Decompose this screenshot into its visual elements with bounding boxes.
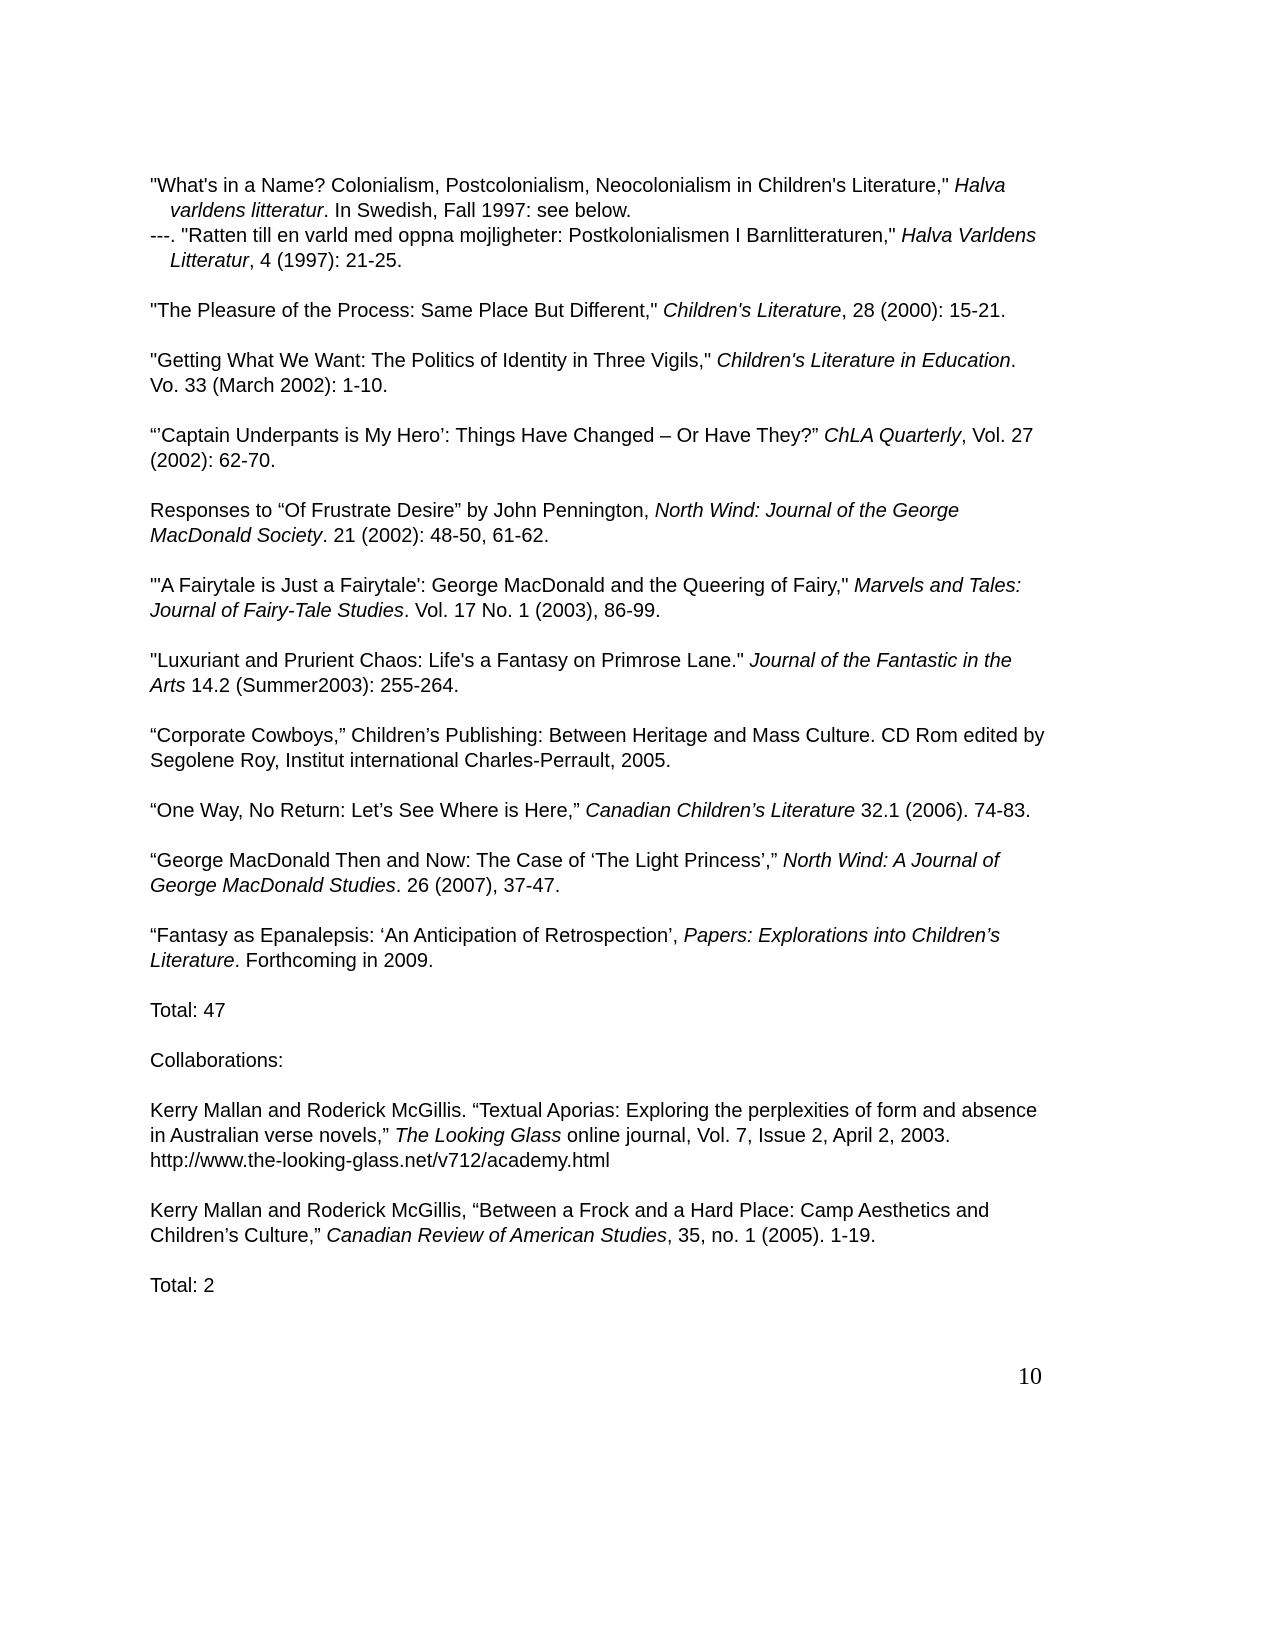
entry-text: ---. "Ratten till en varld med oppna mojligheter: Postkolonialismen I Barnlitteraturen," [150,225,902,247]
bibliography-entry [150,649,1050,699]
entry-text: "Getting What We Want: The Politics of Identity in Three Vigils," [150,350,717,372]
entry-text: “’Captain Underpants is My Hero’: Things Have Changed – Or Have They?” [150,425,825,447]
entry-text: Kerry Mallan and Roderick McGillis. “Textual Aporias: Exploring the perplexities of form and absence in Australian verse novels,” [150,1100,1038,1147]
entry-journal-title: Papers: Explorations into Children’s Literature [150,925,1001,972]
bibliography-entry [150,924,1050,974]
entry-text: Kerry Mallan and Roderick McGillis, “Between a Frock and a Hard Place: Camp Aesthetics and Children’s Culture,” [150,1200,990,1247]
bibliography-entry [150,424,1050,474]
entry-text: "What's in a Name? Colonialism, Postcolonialism, Neocolonialism in Children's Literature," [150,175,955,197]
bibliography-entry [150,574,1050,624]
entry-citation: , Vol. 27 (2002): 62-70. [150,425,1034,472]
entry-text: "'A Fairytale is Just a Fairytale': George MacDonald and the Queering of Fairy," [150,575,855,597]
entry-citation: . Forthcoming in 2009. [234,950,434,972]
entry-journal-title: ChLA Quarterly [824,425,962,447]
entry-citation: , 4 (1997): 21-25. [248,250,403,272]
entry-citation: . Vo. 33 (March 2002): 1-10. [150,350,1017,397]
bibliography-entry [150,349,1050,399]
bibliography-entry [150,849,1050,899]
bibliography-entry [150,174,1050,224]
entry-journal-title: The Looking Glass [394,1125,562,1147]
bibliography-entry [150,224,1050,274]
bibliography-entry [150,299,1050,324]
total-collaborations: Total: 2 [150,1275,215,1297]
entry-journal-title: Halva varldens litteratur [170,175,1006,222]
page-number: 10 [1018,1364,1042,1390]
collaboration-entry [150,1199,1050,1249]
entry-citation: . 26 (2007), 37-47. [395,875,561,897]
bibliography-body [150,174,1050,1324]
entry-text: “Corporate Cowboys,” Children’s Publishing: Between Heritage and Mass Culture. CD Rom edited by Segolene Roy, Institut international Charles-Perrault, 2005. [150,725,1045,772]
entry-citation: online journal, Vol. 7, Issue 2, April 2, 2003. http://www.the-looking-glass.net/v712/academy.html [150,1125,951,1172]
entry-citation: , 28 (2000): 15-21. [841,300,1006,322]
entry-journal-title: Journal of the Fantastic in the Arts [150,650,1012,697]
entry-journal-title: Children's Literature in Education [716,350,1011,372]
entry-journal-title: Canadian Children’s Literature [585,800,856,822]
total-articles: Total: 47 [150,1000,226,1022]
entry-text: “George MacDonald Then and Now: The Case of ‘The Light Princess’,” [150,850,783,872]
entry-journal-title: North Wind: A Journal of George MacDonald Studies [150,850,1000,897]
collaboration-entry [150,1099,1050,1174]
entry-journal-title: Children's Literature [662,300,842,322]
entry-citation: . Vol. 17 No. 1 (2003), 86-99. [403,600,661,622]
bibliography-entry [150,799,1050,824]
entry-text: “One Way, No Return: Let’s See Where is Here,” [150,800,586,822]
entry-journal-title: North Wind: Journal of the George MacDonald Society [150,500,960,547]
entry-journal-title: Halva Varldens Litteratur [170,225,1037,272]
entry-journal-title: Canadian Review of American Studies [326,1225,667,1247]
bibliography-entry [150,724,1050,774]
entry-text: "Luxuriant and Prurient Chaos: Life's a Fantasy on Primrose Lane." [150,650,750,672]
entry-citation: . 21 (2002): 48-50, 61-62. [322,525,550,547]
entry-text: Responses to “Of Frustrate Desire” by John Pennington, [150,500,655,522]
bibliography-entry [150,499,1050,549]
entry-citation: 14.2 (Summer2003): 255-264. [185,675,460,697]
collaborations-heading: Collaborations: [150,1050,284,1072]
entry-text: “Fantasy as Epanalepsis: ‘An Anticipation of Retrospection’, [150,925,684,947]
entry-text: "The Pleasure of the Process: Same Place But Different," [150,300,663,322]
entry-citation: 32.1 (2006). 74-83. [855,800,1031,822]
entry-journal-title: Marvels and Tales: Journal of Fairy-Tale Studies [150,575,1022,622]
entry-citation: . In Swedish, Fall 1997: see below. [323,200,632,222]
entry-citation: , 35, no. 1 (2005). 1-19. [666,1225,876,1247]
